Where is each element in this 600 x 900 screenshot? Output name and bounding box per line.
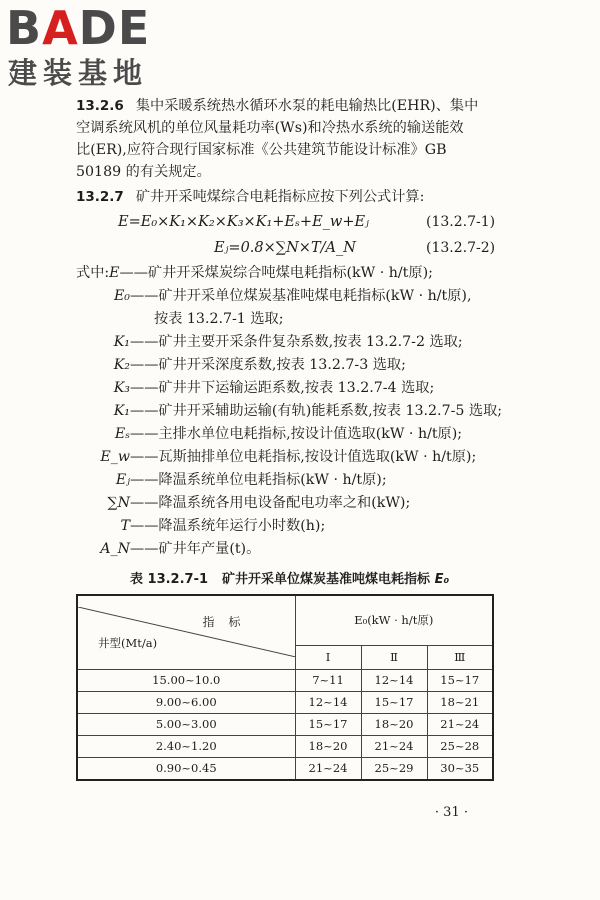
value-cell: 18~20 [295, 735, 361, 757]
clause-line: 比(ER),应符合现行国家标准《公共建筑节能设计标准》GB [76, 142, 447, 158]
table-row [77, 691, 493, 713]
definition-text: ——降温系统年运行小时数(h); [130, 518, 326, 534]
table-title [130, 568, 449, 587]
value-cell: 21~24 [361, 735, 427, 757]
value-cell: 12~14 [295, 691, 361, 713]
value-cell: 18~20 [361, 713, 427, 735]
value-cell: 21~24 [295, 757, 361, 780]
table-title-text: 矿井开采单位煤炭基准吨煤电耗指标 [222, 572, 431, 587]
table-number: 表 13.2.7-1 [130, 572, 209, 587]
value-cell: 7~11 [295, 669, 361, 691]
definition-symbol: K₂ [113, 357, 130, 373]
definition-symbol: A_N [100, 541, 130, 557]
table-row [77, 669, 493, 691]
definition-text: ——矿井年产量(t)。 [130, 541, 261, 557]
value-cell: 30~35 [427, 757, 493, 780]
clause-text: 矿井开采吨煤综合电耗指标应按下列公式计算: [135, 189, 425, 205]
value-cell: 15~17 [295, 713, 361, 735]
clause-number: 13.2.6 [76, 98, 124, 114]
grade-header: Ⅲ [427, 645, 493, 669]
definition-text: ——降温系统各用电设备配电功率之和(kW); [130, 495, 411, 511]
definitions [76, 262, 516, 562]
definition-text: ——降温系统单位电耗指标(kW · h/t原); [130, 472, 387, 488]
value-cell: 12~14 [361, 669, 427, 691]
mine-type-cell: 9.00~6.00 [77, 691, 295, 713]
definition-symbol: T [120, 518, 130, 534]
definition-symbol: E_w [100, 449, 130, 465]
header-indicator: 指标 [202, 615, 255, 630]
definitions-lead: 式中: [76, 265, 110, 281]
definition-symbol: Eₛ [114, 426, 130, 442]
value-cell: 15~17 [361, 691, 427, 713]
definition-symbol: E₀ [113, 288, 130, 304]
table-title-symbol: E₀ [434, 572, 450, 587]
value-cell: 15~17 [427, 669, 493, 691]
definition-text: ——矿井开采辅助运输(有轨)能耗系数,按表 13.2.7-5 选取; [130, 403, 503, 419]
definition-symbol: E [109, 265, 120, 281]
definition-text: ——瓦斯抽排单位电耗指标,按设计值选取(kW · h/t原); [130, 449, 477, 465]
logo-wordmark: BADE [6, 1, 151, 55]
equation-number-2: (13.2.7-2) [426, 240, 496, 256]
table-row [77, 735, 493, 757]
clause-number: 13.2.7 [76, 189, 124, 205]
header-mine-type: 井型(Mt/a) [98, 636, 158, 651]
clause-13-2-6 [76, 95, 478, 117]
definition-text: 按表 13.2.7-1 选取; [154, 311, 284, 327]
header-e0: E₀(kW · h/t原) [295, 595, 493, 645]
definition-text: ——主排水单位电耗指标,按设计值选取(kW · h/t原); [130, 426, 463, 442]
value-cell: 21~24 [427, 713, 493, 735]
table-row [77, 713, 493, 735]
definition-symbol: ∑N [107, 495, 130, 511]
mine-type-cell: 15.00~10.0 [77, 669, 295, 691]
page-number: · 31 · [434, 805, 468, 820]
clause-line: 50189 的有关规定。 [76, 164, 211, 180]
definition-text: ——矿井开采煤炭综合吨煤电耗指标(kW · h/t原); [119, 265, 433, 281]
definition-symbol: K₁ [113, 403, 130, 419]
table-row [77, 757, 493, 780]
formula-2: Eⱼ=0.8×∑N×T/A_N [214, 240, 356, 256]
definition-symbol: K₁ [113, 334, 130, 350]
definition-text: ——矿井井下运输运距系数,按表 13.2.7-4 选取; [130, 380, 435, 396]
clause-13-2-7 [76, 186, 424, 208]
value-cell: 18~21 [427, 691, 493, 713]
definition-symbol: Eⱼ [115, 472, 130, 488]
grade-header: Ⅱ [361, 645, 427, 669]
grade-header: Ⅰ [295, 645, 361, 669]
definition-text: ——矿井主要开采条件复杂系数,按表 13.2.7-2 选取; [130, 334, 463, 350]
equation-number-1: (13.2.7-1) [426, 214, 496, 230]
definition-symbol: K₃ [113, 380, 130, 396]
mine-type-cell: 0.90~0.45 [77, 757, 295, 780]
diagonal-header-cell [77, 595, 295, 669]
logo-subtitle: 建装基地 [8, 56, 149, 90]
e0-table [76, 594, 494, 781]
value-cell: 25~28 [427, 735, 493, 757]
formula-1: E=E₀×K₁×K₂×K₃×K₁+Eₛ+E_w+Eⱼ [118, 214, 369, 230]
mine-type-cell: 5.00~3.00 [77, 713, 295, 735]
mine-type-cell: 2.40~1.20 [77, 735, 295, 757]
value-cell: 25~29 [361, 757, 427, 780]
clause-line: 集中采暖系统热水循环水泵的耗电输热比(EHR)、集中 [135, 98, 479, 114]
clause-line: 空调系统风机的单位风量耗功率(Ws)和冷热水系统的输送能效 [76, 120, 464, 136]
definition-text: ——矿井开采深度系数,按表 13.2.7-3 选取; [130, 357, 406, 373]
definition-text: ——矿井开采单位煤炭基准吨煤电耗指标(kW · h/t原), [130, 288, 472, 304]
